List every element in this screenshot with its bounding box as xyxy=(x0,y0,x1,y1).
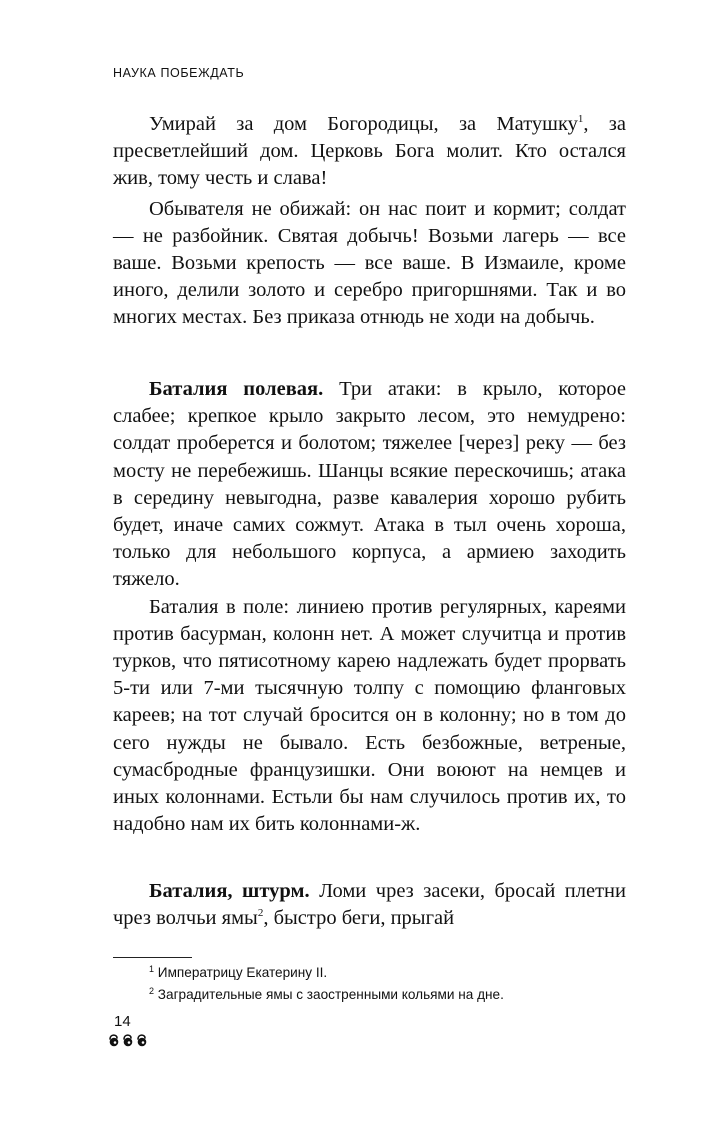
footnote-ref-1[interactable]: 1 xyxy=(577,113,584,125)
paragraph xyxy=(113,878,626,932)
footnote-number: 1 xyxy=(149,964,155,974)
section-heading: Баталия полевая. xyxy=(149,378,324,400)
paragraph xyxy=(113,111,626,193)
footnotes xyxy=(113,962,626,1006)
text-block-2 xyxy=(113,376,626,838)
paragraph: Баталия в поле: линиею против регулярных, кареями против басурман, колонн нет. А может случитца и против турков, что пятисотному карею надлежать будет прорвать 5-ти или 7-ми тысячную толпу с помощию фланговых кареев; на тот случай бросится он в колонну; но в том до сего нужды не бывало. Есть безбожные, ветреные, сумасбродные французишки. Они воюют на немцев и иных колоннами. Естьли бы нам случилось против их, то надобно нам их бить колоннами-ж. xyxy=(113,595,626,836)
footnote-divider xyxy=(113,957,192,958)
running-header: НАУКА ПОБЕЖДАТЬ xyxy=(113,66,245,80)
footnote-ref-2[interactable]: 2 xyxy=(257,907,264,920)
paragraph-text: , за пресветлейший дом. Церковь Бога молит. Кто остался жив, тому честь и слава! xyxy=(113,113,627,190)
triple-scroll-ornament-icon xyxy=(108,1033,148,1049)
paragraph-text: Ломи чрез засеки, бросай плетни чрез волчьи ямы xyxy=(113,880,626,930)
footnote-text: Заградительные ямы с заостренными кольями на дне. xyxy=(157,987,504,1002)
paragraph xyxy=(113,376,626,594)
paragraph-text: Три атаки: в крыло, которое слабее; крепкое крыло закрыто лесом, это немудрено: солдат проберется и болотом; тяжелее [через] реку — без мосту не перебежишь. Шанцы всякие перескочишь; атака в середину невыгодна, разве кавалерия хорошо рубить будет, иначе самих сожмут. Атака в тыл очень хороша, только для небольшого корпуса, а армиею заходить тяжело. xyxy=(113,378,627,591)
page-number: 14 xyxy=(114,1013,131,1030)
footnote-1 xyxy=(113,962,626,984)
text-block-3 xyxy=(113,878,626,932)
paragraph-text: , быстро беги, прыгай xyxy=(263,907,455,930)
section-heading: Баталия, штурм. xyxy=(149,880,310,902)
footnote-number: 2 xyxy=(149,986,155,996)
text-block-1 xyxy=(113,111,626,332)
paragraph: Обывателя не обижай: он нас поит и кормит; солдат — не разбойник. Святая добычь! Возьми лагерь — все ваше. Возьми крепость — все ваше. В Измаиле, кроме иного, делили золото и серебро пригоршнями. Так и во многих местах. Без приказа отнюдь не ходи на добычь. xyxy=(113,197,626,329)
footnote-2 xyxy=(113,984,626,1006)
paragraph-text: Умирай за дом Богородицы, за Матушку xyxy=(149,113,578,135)
footnote-text: Императрицу Екатерину II. xyxy=(157,965,328,980)
